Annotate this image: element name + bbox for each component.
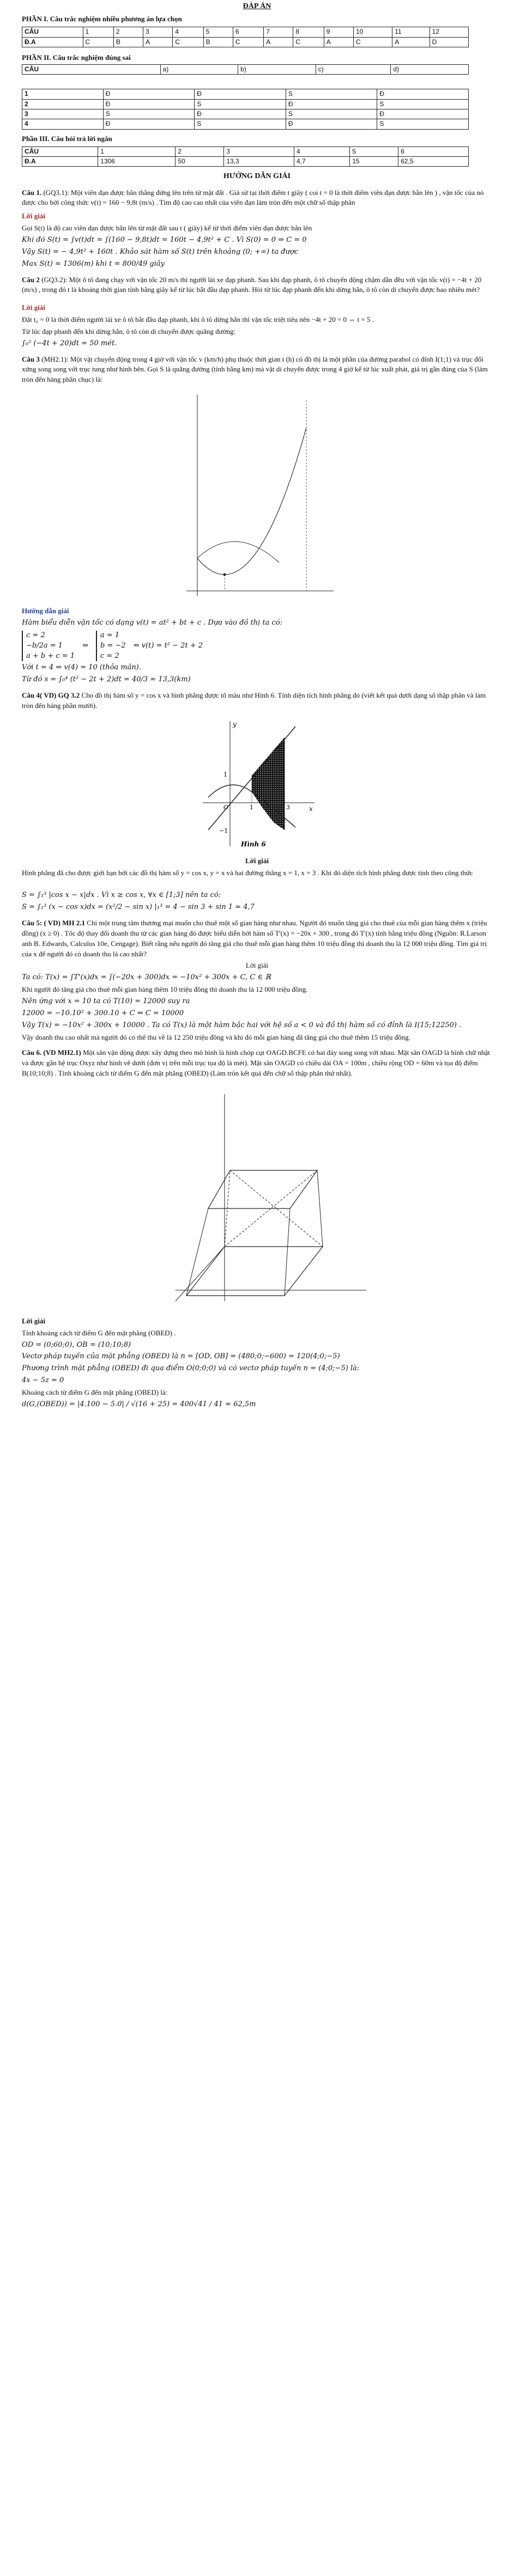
part2-cell: 2 (22, 99, 104, 109)
q3-line3: Từ đó s = ∫₀⁴ (t² − 2t + 2)dt = 40/3 ≈ 13,3(km) (22, 675, 191, 684)
q5-line2: Khi người đó tăng giá cho thuê mỗi gian hàng thêm 10 triệu đồng thì doanh thu là 12 000 triệu đồng. (22, 985, 308, 994)
part1-answer-cell: A (324, 37, 353, 47)
q1-line1: Gọi S(t) là độ cao viên đạn được bắn lên từ mặt đất sau t ( giây) kể từ thời điểm viên đạn được bắn lên (22, 224, 312, 233)
part1-answer-cell: C (173, 37, 203, 47)
q5-line6: Vậy doanh thu cao nhất mà người đó có thể thu về là 12 250 triệu đồng và khi đó mỗi gian hàng đã tăng giá cho thuê thêm 15 triệu đồng. (22, 1033, 410, 1041)
part2-cell: S (377, 99, 469, 109)
q4-label: Câu 4( VD) GQ 3.2 (22, 691, 80, 700)
stadium-figure (143, 1083, 372, 1312)
part3-heading: Phần III. Câu hỏi trả lời ngắn (22, 134, 112, 143)
q5-line1: Ta có: T(x) = ∫T'(x)dx = ∫(−20x + 300)dx = −10x² + 300x + C, C ∈ ℝ (22, 973, 271, 982)
q6-line5: 4x − 5z = 0 (22, 1376, 64, 1385)
q6-solution-heading: Lời giải (22, 1316, 45, 1325)
q3-system-left (22, 631, 75, 662)
q2-line1: Đặt t₀ = 0 là thời điểm người lái xe ô tô bắt đầu đạp phanh, khi ô tô dừng hẳn thì vận tốc triệt tiêu nên −4t + 20 = 0 ⇔ t = 5 . (22, 315, 374, 324)
q6-line6: Khoảng cách từ điểm G đến mặt phẳng (OBED) là: (22, 1388, 168, 1396)
question-2 (22, 275, 492, 349)
q2-line2: Từ lúc đạp phanh đến khi dừng hẳn, ô tô còn di chuyển được quãng đường: (22, 327, 236, 335)
part2-row (22, 109, 469, 119)
part1-question-cell: 4 (173, 27, 203, 37)
part2-cell: Đ (377, 89, 469, 99)
parabola-graph (176, 389, 339, 602)
part3-answer-cell: Đ.A (22, 156, 98, 166)
part3-answer-cell: 13,3 (224, 156, 294, 166)
part3-question-cell: 5 (350, 146, 398, 156)
q6-line7: d(G,(OBED)) = |4.100 − 5.0| / √(16 + 25) = 400√41 / 41 ≈ 62,5m (22, 1400, 256, 1408)
q2-line3: ∫₀⁵ (−4t + 20)dt = 50 mét. (22, 339, 117, 347)
svg-text:3: 3 (286, 803, 290, 811)
part1-answer-cell: A (392, 37, 430, 47)
part2-table (22, 89, 469, 130)
q3-eq2: −b/2a = 1 (26, 641, 63, 650)
part1-answer-cell: D (430, 37, 468, 47)
question-4 (22, 691, 492, 913)
part2-cell: Đ (103, 99, 195, 109)
part2-cell: Đ (195, 89, 286, 99)
part1-answer-cell: C (83, 37, 113, 47)
q2-label: Câu 2 (22, 275, 40, 284)
question-5 (22, 918, 492, 1042)
q6-label: Câu 6. (VD MH2.1) (22, 1048, 81, 1057)
q3-system-right (96, 631, 126, 662)
part1-question-cell: 3 (143, 27, 173, 37)
part2-row (22, 99, 469, 109)
part1-question-cell: 9 (324, 27, 353, 37)
q1-text: (GQ3.1): Một viên đạn được bắn thẳng đứng lên trên từ mặt đất . Giả sử tại thời điểm t giây ( coi t = 0 là thời điểm viên đạn được bắn lên ) , vận tốc của nó được cho bởi công thức v(t) = 160 − 9,8t (m/s) . Tìm độ cao cao nhất của viên đạn làm tròn đến một chữ số thập phân (22, 188, 484, 207)
q3-sol2: b = −2 (100, 641, 126, 650)
part2-cell: Đ (377, 109, 469, 119)
q3-system: c = 2 −b/2a = 1 a + b + c = 1 ⇔ a = 1 b = −2 c = 2 ⇔ v(t) = t² − 2t + 2 (22, 631, 492, 662)
part2-cell: Đ (103, 89, 195, 99)
part2-cell: S (377, 119, 469, 129)
q4-line3: S = ∫₁³ (x − cos x)dx = (x²/2 − sin x) |₁³ = 4 − sin 3 + sin 1 ≈ 4,7 (22, 903, 255, 912)
part1-question-cell: 8 (293, 27, 324, 37)
part3-question-cell: 6 (398, 146, 469, 156)
q5-line5: Vậy T(x) = −10x² + 300x + 10000 . Ta có T(x) là một hàm bậc hai với hệ số a < 0 và đồ thị hàm số có đỉnh là I(15;12250) . (22, 1021, 462, 1029)
part1-answer-cell: C (293, 37, 324, 47)
part1-question-row (22, 27, 469, 37)
part1-question-cell: 7 (264, 27, 293, 37)
part3-answer-cell: 50 (176, 156, 224, 166)
q2-text: (GQ3.2): Một ô tô đang chạy với vận tốc 20 m/s thì người lái xe đạp phanh. Sau khi đạp phanh, ô tô chuyển động chậm dần đều với vận tốc v(t) = −4t + 20 (m/s) , trong đó t là khoảng thời gian tính bằng giây kể từ lúc bắt đầu đạp phanh. Hỏi từ lúc đạp phanh đến khi dừng hẳn, ô tô còn di chuyển được bao nhiêu mét? (22, 275, 482, 294)
fig-caption: Hình 6 (240, 840, 266, 848)
part2-row (22, 89, 469, 99)
part3-question-cell: CÂU (22, 146, 98, 156)
q1-line4: Max S(t) ≈ 1306(m) khi t = 800/49 giây (22, 259, 165, 268)
part3-answer-row (22, 156, 469, 166)
part2-cell: Đ (286, 119, 377, 129)
part2-cell: Đ (195, 109, 286, 119)
q5-text: Chi một trung tâm thương mại muốn cho thuê một số gian hàng như nhau. Người đó muốn tăng giá cho thuê của mỗi gian hàng thêm x (triệu đồng) (x ≥ 0) . Tốc độ thay đổi doanh thu từ các gian hàng đó được biểu diễn bởi hàm số T'(x) = −20x + 300 , trong đó T'(x) tính bằng triệu đồng (Nguồn: R.Larson anh B. Edwards, Calculus 10e, Cengage). Biết rằng nếu người đó tăng giá cho thuê mỗi gian hàng thêm 10 triệu đồng thì doanh thu là 12 000 triệu đồng. Tìm giá trị của x để người đó có doanh thu là cao nhất? (22, 919, 487, 958)
q3-sol3: c = 2 (100, 651, 119, 660)
part2-header-cell: a) (160, 64, 238, 74)
part3-question-cell: 3 (224, 146, 294, 156)
q1-label: Câu 1. (22, 188, 42, 197)
part2-header-cell: c) (316, 64, 391, 74)
cosine-figure (192, 716, 323, 852)
part3-answer-cell: 15 (350, 156, 398, 166)
q5-solution-heading: Lời giải (245, 961, 269, 970)
part2-cell: 1 (22, 89, 104, 99)
svg-text:1: 1 (223, 771, 227, 778)
q1-line3: Vậy S(t) = − 4,9t² + 160t . Khảo sát hàm số S(t) trên khoảng (0; +∞) ta được (22, 247, 299, 256)
part2-cell: 4 (22, 119, 104, 129)
part2-header-cell: d) (391, 64, 469, 74)
q4-text: Cho đồ thị hàm số y = cos x và hình phẳng được tô màu như Hình 6. Tính diện tích hình phẳng đó (viết kết quả dưới dạng số thập phân và làm tròn đến hàng phần mười). (22, 691, 486, 710)
part3-table (22, 146, 469, 167)
part1-question-cell: 11 (392, 27, 430, 37)
question-3 (22, 355, 492, 685)
svg-text:y: y (232, 720, 237, 728)
svg-text:O: O (223, 803, 228, 811)
q6-line1: Tính khoảng cách từ điểm G đến mặt phẳng (OBED) . (22, 1328, 176, 1337)
q5-line3: Nên ứng với x = 10 ta có T(10) = 12000 suy ra (22, 997, 190, 1006)
q3-label: Câu 3 (22, 355, 40, 363)
part2-cell: Đ (103, 119, 195, 129)
part2-cell: 3 (22, 109, 104, 119)
q3-text: (MH2.1): Một vật chuyển động trong 4 giờ với vận tốc v (km/h) phụ thuộc thời gian t (h) có đồ thị là một phần của đường parabol có đỉnh I(1;1) và trục đối xứng song song với trục tung như hình bên. Gọi S là quãng đường (tính bằng km) mà vật di chuyển được trong 4 giờ kể từ lúc xuất phát, giá trị gần đúng của S (làm tròn đến hàng phần chục) là: (22, 355, 488, 384)
part2-cell: S (286, 89, 377, 99)
base-OAGD (186, 1247, 323, 1296)
part1-heading: PHẦN I. Câu trắc nghiệm nhiều phương án lựa chọn (22, 15, 182, 23)
part3-question-cell: 2 (176, 146, 224, 156)
svg-text:1: 1 (249, 803, 253, 811)
part2-cell: S (103, 109, 195, 119)
svg-text:−1: −1 (219, 827, 228, 834)
part3-question-row (22, 146, 469, 156)
part1-answer-cell: C (233, 37, 263, 47)
part2-header-row (22, 64, 469, 74)
q1-solution-heading: Lời giải (22, 212, 45, 221)
vertex-point (223, 573, 226, 576)
part3-question-cell: 4 (294, 146, 350, 156)
question-1 (22, 188, 492, 270)
part1-table (22, 27, 469, 47)
q3-eq3: a + b + c = 1 (26, 651, 75, 660)
part2-header-cell: b) (238, 64, 316, 74)
part2-header-cell: CÂU (22, 64, 161, 74)
part2-cell: S (195, 99, 286, 109)
part2-heading: PHẦN II. Câu trắc nghiệm đúng sai (22, 53, 131, 62)
part2-cell: Đ (286, 99, 377, 109)
doc-title: ĐÁP ÁN (243, 2, 271, 10)
q5-label: Câu 5: ( VD) MH 2.1 (22, 919, 86, 927)
q3-guide-heading: Hướng dẫn giải (22, 607, 69, 615)
part2-row (22, 119, 469, 129)
q6-line2: OD = (0;60;0), OB = (10;10;8) (22, 1340, 131, 1349)
part1-question-cell: CÂU (22, 27, 83, 37)
q5-line4: 12000 = −10.10² + 300.10 + C ⇔ C = 10000 (22, 1009, 184, 1017)
q3-eq1: c = 2 (26, 631, 45, 639)
part1-answer-cell: B (113, 37, 143, 47)
part1-answer-row (22, 37, 469, 47)
part3-question-cell: 1 (98, 146, 176, 156)
part2-body (22, 89, 469, 130)
q3-sol-tail: ⇔ v(t) = t² − 2t + 2 (133, 641, 203, 650)
q3-line1: Hàm biểu diễn vận tốc có dạng v(t) = at² + bt + c . Dựa vào đồ thị ta có: (22, 618, 283, 627)
part1-question-cell: 12 (430, 27, 468, 37)
part3-answer-cell: 62,5 (398, 156, 469, 166)
shaded-region (249, 737, 285, 830)
parabola-curve-low (197, 542, 279, 563)
part3-answer-cell: 1306 (98, 156, 176, 166)
q4-line2: S = ∫₁³ |cos x − x|dx . Vì x ≥ cos x, ∀x ∈ [1;3] nên ta có: (22, 891, 221, 900)
part1-answer-cell: C (353, 37, 392, 47)
parabola-curve (197, 428, 306, 575)
question-6 (22, 1048, 492, 1409)
q6-line3: Vectơ pháp tuyến của mặt phẳng (OBED) là n = [OD, OB] = (480;0;−600) = 120(4;0;−5) (22, 1352, 340, 1361)
part3-answer-cell: 4,7 (294, 156, 350, 166)
part1-question-cell: 5 (203, 27, 233, 37)
part1-question-cell: 6 (233, 27, 263, 37)
q6-text: Một sân vận động được xây dựng theo mô hình là hình chóp cụt OAGD.BCFE có hai đáy song song với nhau. Mặt sân OAGD là hình chữ nhật và được gắn hệ trục Oxyz như hình vẽ dưới (đơn vị trên mỗi trục tọa độ là mét). Mặt sân OAGD có chiều dài OA = 100m , chiều rộng OD = 60m và tọa độ điểm B(10;10;8) . Tính khoảng cách từ điểm G đến mặt phẳng (OBED) (Làm tròn kết quả đến chữ số thập phân thứ nhất). (22, 1048, 490, 1078)
guide-heading: HƯỚNG DẪN GIẢI (223, 172, 291, 181)
part1-question-cell: 2 (113, 27, 143, 37)
part1-answer-cell: B (203, 37, 233, 47)
q1-line2: Khi đó S(t) = ∫v(t)dt = ∫(160 − 9,8t)dt = 160t − 4,9t² + C . Vì S(0) = 0 ⇒ C = 0 (22, 236, 307, 245)
q6-line4: Phương trình mặt phẳng (OBED) đi qua điểm O(0;0;0) và có vectơ pháp tuyến n = (4;0;−5) là: (22, 1364, 360, 1373)
q3-line2: Với t = 4 ⇒ v(4) = 10 (thỏa mãn). (22, 663, 141, 672)
part1-answer-cell: A (143, 37, 173, 47)
q4-solution-heading: Lời giải (245, 856, 269, 865)
part2-header-table (22, 64, 469, 75)
q3-sol1: a = 1 (100, 631, 120, 639)
q4-line1: Hình phẳng đã cho được giới hạn bởi các đồ thị hàm số y = cos x, y = x và hai đường thẳng x = 1, x = 3 . Khi đó diện tích hình phẳng được tính theo công thức (22, 868, 473, 877)
part1-question-cell: 1 (83, 27, 113, 37)
x-axis (176, 1247, 225, 1301)
svg-text:x: x (309, 804, 313, 813)
part2-cell: S (286, 109, 377, 119)
part1-answer-cell: Đ.A (22, 37, 83, 47)
part2-cell: S (195, 119, 286, 129)
part1-answer-cell: A (264, 37, 293, 47)
part1-question-cell: 10 (353, 27, 392, 37)
q2-solution-heading: Lời giải (22, 303, 45, 312)
